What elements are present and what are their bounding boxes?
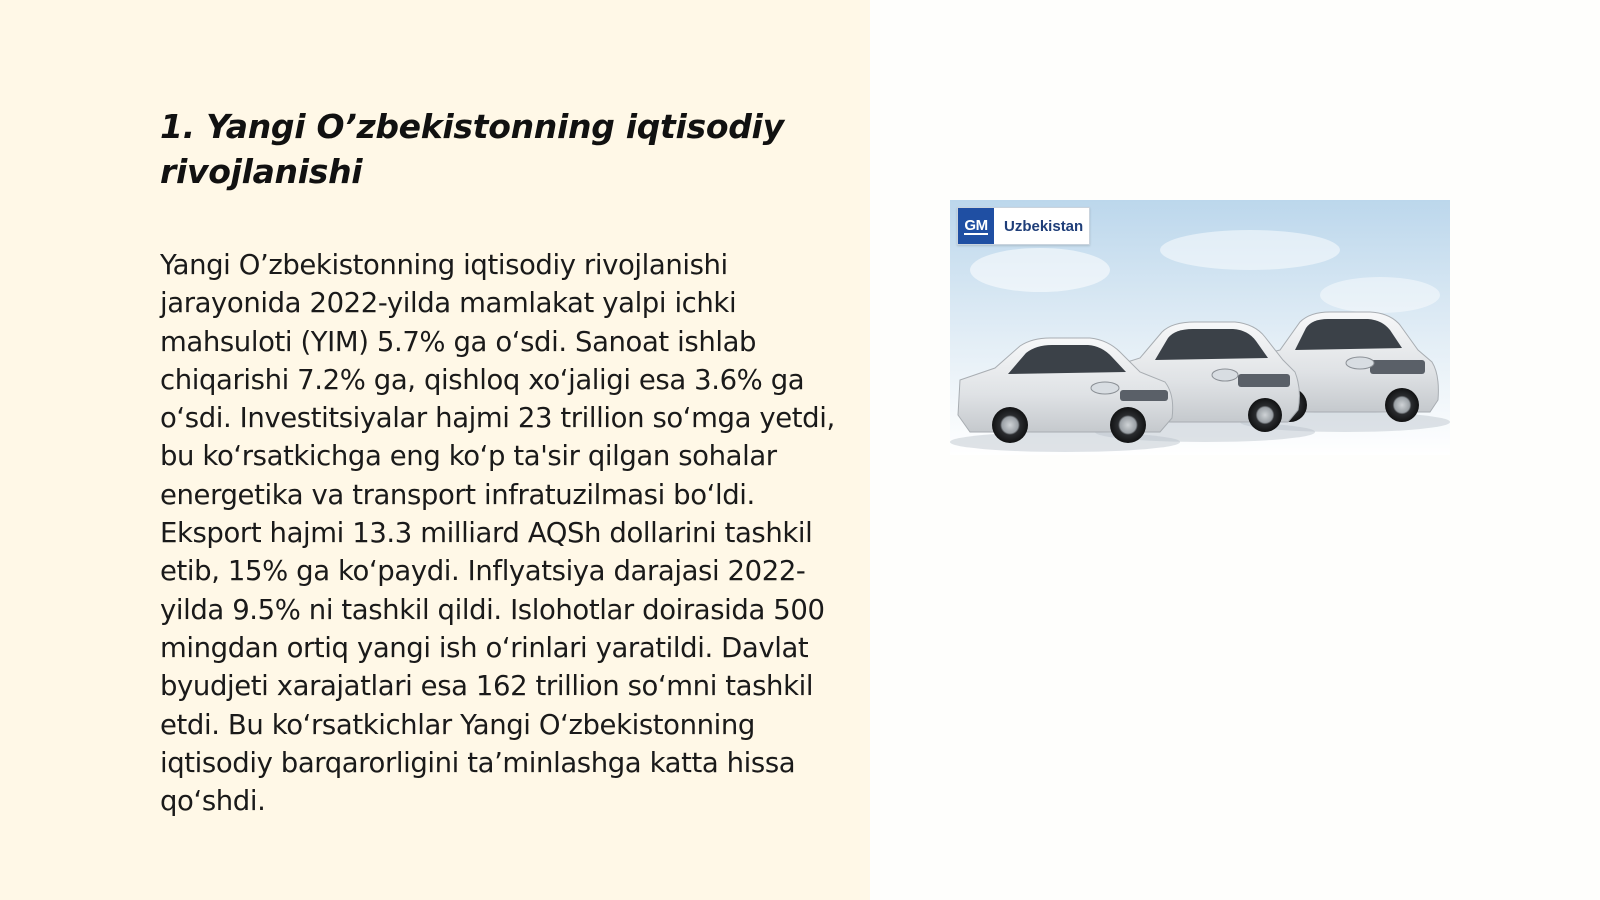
slide-body-text: Yangi O’zbekistonning iqtisodiy rivojlanishi jarayonida 2022-yilda mamlakat yalpi ichki mahsuloti (YIM) 5.7% ga o‘sdi. Sanoat ishlab chiqarishi 7.2% ga, qishloq xo‘jaligi esa 3.6% ga o‘sdi. Investitsiyalar hajmi 23 trillion so‘mga yetdi, bu ko‘rsatkichga eng ko‘p ta'sir qilgan sohalar energetika va transport infratuzilmasi bo‘ldi. Eksport hajmi 13.3 milliard AQSh dollarini tashkil etib, 15% ga ko‘paydi. Inflyatsiya darajasi 2022-yilda 9.5% ni tashkil qildi. Islohotlar doirasida 500 mingdan ortiq yangi ish o‘rinlari yaratildi. Davlat byudjeti xarajatlari esa 162 trillion so‘mni tashkil etdi. Bu ko‘rsatkichlar Yangi O‘zbekistonning iqtisodiy barqarorligini ta’minlashga katta hissa qo‘shdi. — [160, 249, 835, 818]
gm-uzbekistan-cars-photo — [950, 200, 1450, 455]
gm-uzbekistan-badge — [957, 207, 1090, 245]
gm-logo-icon: GM — [958, 208, 994, 244]
brand-text: Uzbekistan — [1004, 217, 1084, 235]
slide-title: 1. Yangi O’zbekistonning iqtisodiy rivojlanishi — [160, 107, 784, 191]
